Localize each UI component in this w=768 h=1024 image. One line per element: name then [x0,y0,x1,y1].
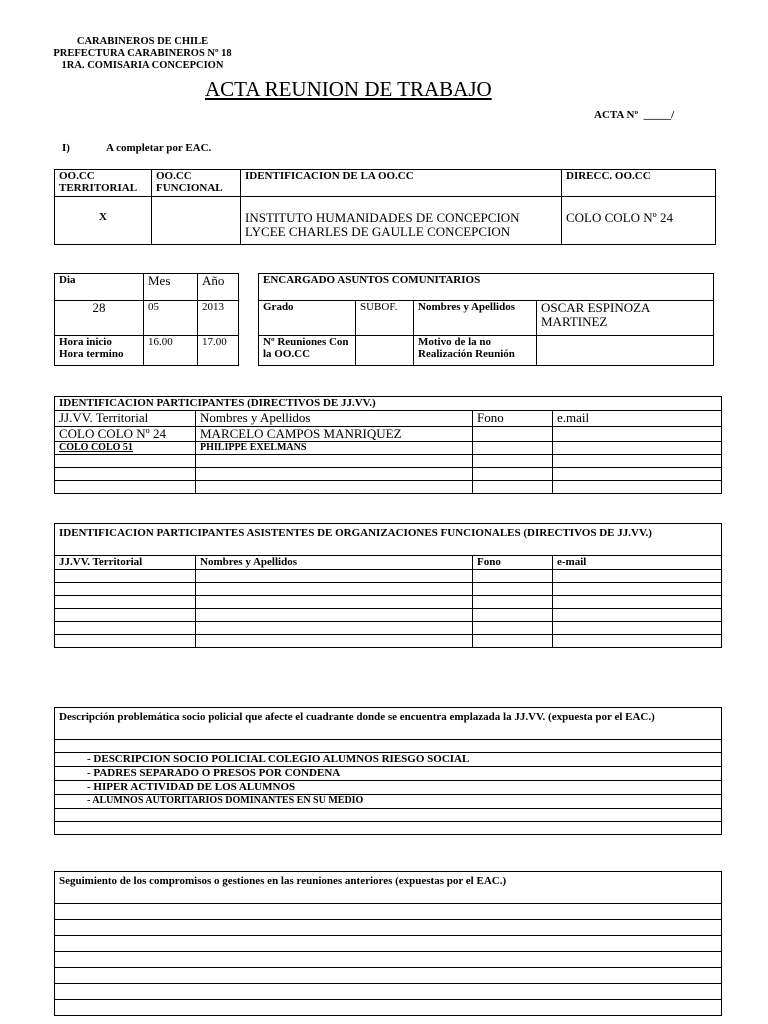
empty-cell[interactable] [473,583,553,596]
empty-cell[interactable] [553,635,722,648]
col-nombres: Nombres y Apellidos [196,556,473,570]
empty-cell[interactable] [473,481,553,494]
empty-cell[interactable] [553,455,722,468]
empty-cell[interactable] [196,481,473,494]
empty-cell[interactable] [196,596,473,609]
participant-fono[interactable] [473,427,553,442]
institution-header [30,36,255,72]
empty-cell[interactable] [55,596,196,609]
table-row [55,635,722,648]
mes-label: Mes [144,274,198,301]
empty-cell[interactable] [473,622,553,635]
hora-inicio-label: Hora inicio [59,336,112,348]
hora-termino-label: Hora termino [59,348,124,360]
anio-value[interactable]: 2013 [198,301,239,336]
identificacion-line-2: LYCEE CHARLES DE GAULLE CONCEPCION [245,224,511,239]
problem-item[interactable]: - ALUMNOS AUTORITARIOS DOMINANTES EN SU MEDIO [55,795,722,809]
empty-line[interactable] [55,904,722,920]
seguimiento-title: Seguimiento de los compromisos o gestiones en las reuniones anteriores (expuestas por el EAC.) [55,872,722,904]
empty-cell[interactable] [196,570,473,583]
header-territorial: OO.CC TERRITORIAL [55,170,152,197]
empty-line[interactable] [55,984,722,1000]
table-row [55,609,722,622]
table-row [55,622,722,635]
participantes-title: IDENTIFICACION PARTICIPANTES (DIRECTIVOS DE JJ.VV.) [55,397,722,411]
participant-email[interactable] [553,442,722,455]
empty-cell[interactable] [55,622,196,635]
table-row [55,481,722,494]
header-identificacion: IDENTIFICACION DE LA OO.CC [241,170,562,197]
empty-cell[interactable] [55,468,196,481]
section-label: A completar por EAC. [106,142,212,154]
empty-cell[interactable] [473,468,553,481]
empty-cell[interactable] [553,570,722,583]
seguimiento-table [54,871,722,1016]
empty-line[interactable] [55,822,722,835]
funcionales-title: IDENTIFICACION PARTICIPANTES ASISTENTES DE ORGANIZACIONES FUNCIONALES (DIRECTIVOS DE JJ.VV.) [55,524,722,556]
col-fono: Fono [473,556,553,570]
direccion-cell[interactable]: COLO COLO Nº 24 [562,197,716,245]
header-line-2: PREFECTURA CARABINEROS Nº 18 [53,48,232,59]
identificacion-cell[interactable] [241,197,562,245]
nombres-label: Nombres y Apellidos [414,301,537,336]
motivo-value[interactable] [537,336,714,366]
hora-labels [55,336,144,366]
empty-cell[interactable] [196,622,473,635]
grado-label: Grado [259,301,356,336]
table-row [55,468,722,481]
empty-cell[interactable] [55,481,196,494]
empty-line[interactable] [55,1000,722,1016]
participant-territorial[interactable]: COLO COLO Nº 24 [55,427,196,442]
funcional-cell[interactable] [152,197,241,245]
empty-cell[interactable] [473,635,553,648]
header-line-3: 1RA. COMISARIA CONCEPCION [61,60,224,71]
empty-line[interactable] [55,936,722,952]
empty-cell[interactable] [196,609,473,622]
participant-name[interactable]: MARCELO CAMPOS MANRIQUEZ [196,427,473,442]
col-territorial: JJ.VV. Territorial [55,411,196,427]
empty-cell[interactable] [55,583,196,596]
section-numeral: I) [62,142,70,154]
acta-number-field[interactable]: _____/ [643,109,675,121]
dia-label: Dia [55,274,144,301]
empty-line[interactable] [55,952,722,968]
empty-cell[interactable] [473,455,553,468]
table-row [55,596,722,609]
table-row [55,455,722,468]
empty-cell[interactable] [553,622,722,635]
empty-cell[interactable] [473,596,553,609]
participant-fono[interactable] [473,442,553,455]
header-direccion: DIRECC. OO.CC [562,170,716,197]
empty-cell[interactable] [553,583,722,596]
empty-cell[interactable] [55,609,196,622]
oocc-table [54,169,716,245]
empty-cell[interactable] [553,468,722,481]
empty-line[interactable] [55,740,722,753]
dia-value[interactable]: 28 [55,301,144,336]
anio-label: Año [198,274,239,301]
empty-cell[interactable] [55,455,196,468]
empty-cell[interactable] [196,468,473,481]
table-row [55,570,722,583]
col-fono: Fono [473,411,553,427]
table-row [55,427,722,442]
reuniones-label: Nº Reuniones Con la OO.CC [259,336,356,366]
problem-item[interactable]: - HIPER ACTIVIDAD DE LOS ALUMNOS [55,781,722,795]
empty-cell[interactable] [196,583,473,596]
empty-cell[interactable] [473,609,553,622]
grado-value[interactable]: SUBOF. [356,301,414,336]
territorial-cell[interactable]: X [55,197,152,245]
date-time-table [54,273,239,366]
header-funcional: OO.CC FUNCIONAL [152,170,241,197]
participant-name[interactable]: PHILIPPE EXELMANS [196,442,473,455]
col-nombres: Nombres y Apellidos [196,411,473,427]
empty-cell[interactable] [553,609,722,622]
empty-line[interactable] [55,920,722,936]
problem-item[interactable]: - DESCRIPCION SOCIO POLICIAL COLEGIO ALUMNOS RIESGO SOCIAL [55,753,722,767]
empty-cell[interactable] [553,481,722,494]
empty-cell[interactable] [55,635,196,648]
reuniones-value[interactable] [356,336,414,366]
empty-line[interactable] [55,968,722,984]
acta-number-label: ACTA Nº _____/ [594,109,675,121]
header-line-1: CARABINEROS DE CHILE [76,36,209,47]
empty-line[interactable] [55,809,722,822]
document-title: ACTA REUNION DE TRABAJO [205,77,492,101]
hora-inicio-value[interactable]: 16.00 [144,336,198,366]
mes-value[interactable]: 05 [144,301,198,336]
empty-cell[interactable] [55,570,196,583]
table-row [55,442,722,455]
table-row [55,583,722,596]
empty-cell[interactable] [473,570,553,583]
col-email: e-mail [553,556,722,570]
participantes-table [54,396,722,494]
encargado-title: ENCARGADO ASUNTOS COMUNITARIOS [259,274,714,301]
motivo-label: Motivo de la no Realización Reunión [414,336,537,366]
participant-territorial[interactable]: COLO COLO 51 [55,442,196,455]
empty-cell[interactable] [196,455,473,468]
col-territorial: JJ.VV. Territorial [55,556,196,570]
identificacion-line-1: INSTITUTO HUMANIDADES DE CONCEPCION [245,210,520,225]
problematica-table [54,707,722,835]
funcionales-table [54,523,722,648]
problematica-title: Descripción problemática socio policial que afecte el cuadrante donde se encuentra emplazada la JJ.VV. (expuesta por el EAC.) [55,708,722,740]
nombres-value[interactable]: OSCAR ESPINOZA MARTINEZ [537,301,714,336]
encargado-table [258,273,714,366]
problem-item[interactable]: - PADRES SEPARADO O PRESOS POR CONDENA [55,767,722,781]
empty-cell[interactable] [196,635,473,648]
hora-termino-value[interactable]: 17.00 [198,336,239,366]
col-email: e.mail [553,411,722,427]
participant-email[interactable] [553,427,722,442]
empty-cell[interactable] [553,596,722,609]
